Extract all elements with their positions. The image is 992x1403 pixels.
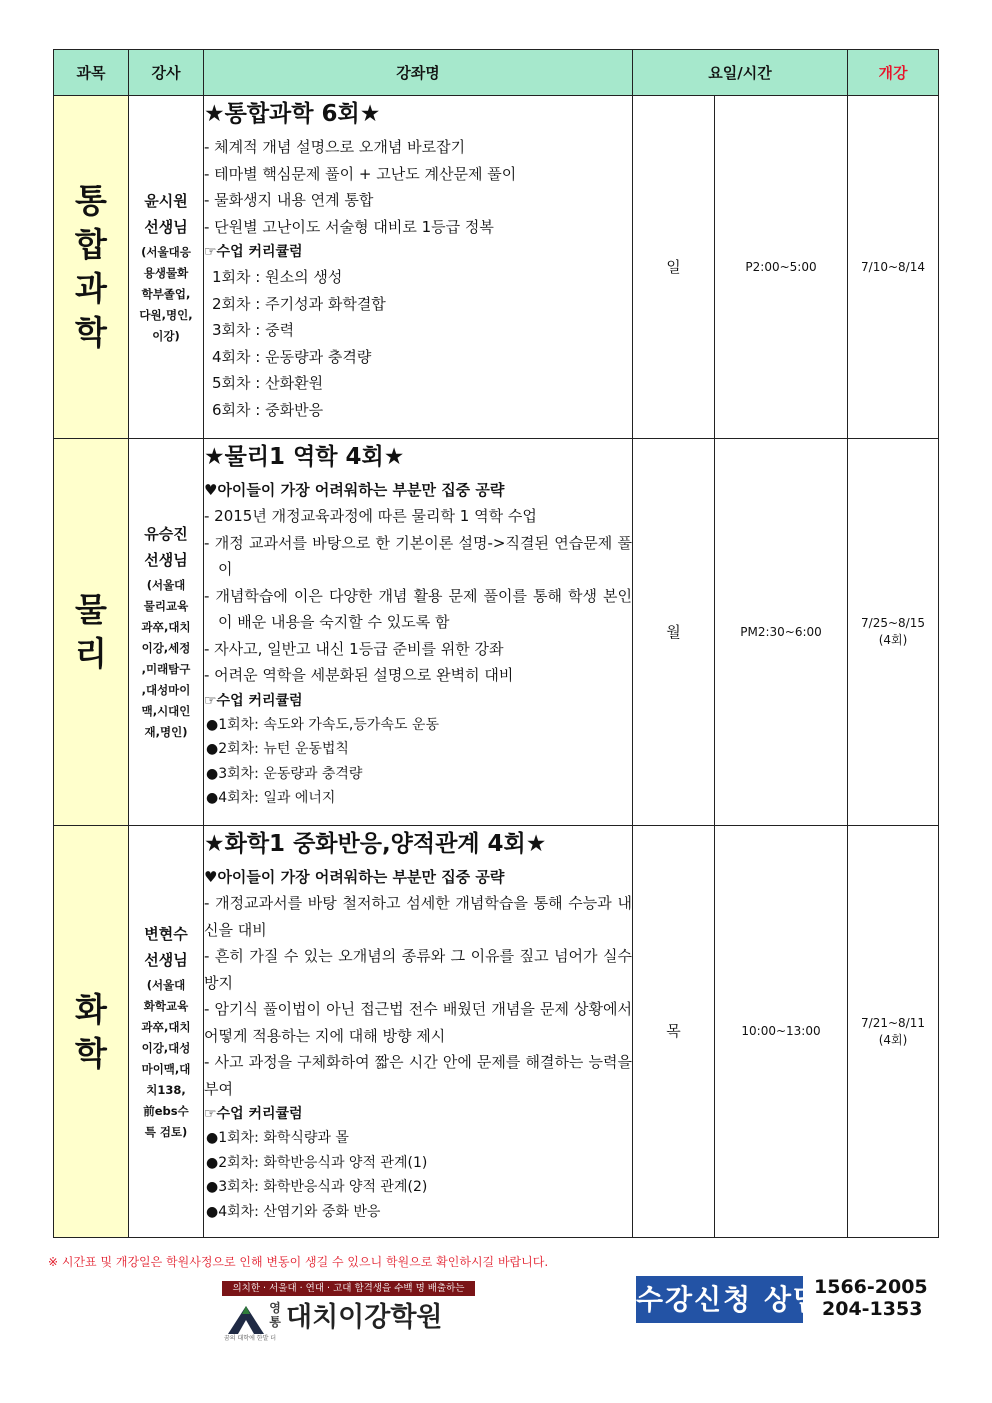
- opening-date: 7/10~8/14: [861, 259, 925, 274]
- course-line: - 개념학습에 이은 다양한 개념 활용 문제 풀이를 통해 학생 본인이 배운 내용을 숙지할 수 있도록 함: [204, 586, 632, 631]
- curriculum-item: 6회차 : 중화반응: [212, 400, 324, 419]
- curriculum-label: ☞수업 커리큘럼: [204, 1106, 303, 1122]
- teacher-career: (서울대 화학교육 과卒,대치 이강,대성 마이맥,대 치138, 前ebs수 특 검토): [141, 977, 191, 1139]
- curriculum-item: 3회차 : 중력: [212, 321, 295, 339]
- course-line: - 흔히 가질 수 있는 오개념의 종류와 그 이유를 짚고 넘어가 실수 방지: [204, 947, 632, 992]
- teacher-cell: [129, 826, 204, 1238]
- header-subject: 과목: [54, 50, 129, 96]
- academy-name: 대치이강학원: [286, 1302, 443, 1333]
- teacher-title: 선생님: [144, 551, 188, 569]
- course-line: - 물화생지 내용 연계 통합: [204, 191, 374, 209]
- time-cell: 10:00~13:00: [715, 826, 848, 1238]
- subject-char: 학: [75, 313, 107, 352]
- course-cell: [204, 826, 633, 1238]
- teacher-title: 선생님: [144, 950, 188, 969]
- teacher-career: (서울대응 용생물화 학부졸업, 다원,명인, 이강): [139, 244, 193, 343]
- curriculum-item: ●1회차: 화학식량과 몰: [206, 1130, 349, 1146]
- subject-char: 물: [75, 590, 107, 629]
- opening-sessions: (4회): [878, 633, 908, 647]
- day-cell: 일: [633, 96, 715, 439]
- phone-number: 1566-2005: [814, 1276, 928, 1298]
- subject-char: 통: [75, 181, 107, 220]
- course-title: ★화학1 중화반응,양적관계 4회★: [204, 831, 547, 857]
- subject-cell: [54, 826, 129, 1238]
- course-line: - 단원별 고난이도 서술형 대비로 1등급 정복: [204, 217, 494, 236]
- subject-char: 리: [75, 634, 107, 673]
- course-cell: [204, 96, 633, 439]
- subject-char: 학: [75, 1033, 107, 1073]
- header-opening: 개강: [848, 50, 939, 96]
- opening-sessions: (4회): [878, 1032, 908, 1047]
- mountain-logo-icon: [226, 1300, 266, 1336]
- teacher-cell: [129, 439, 204, 826]
- curriculum-item: 2회차 : 주기성과 화학결합: [212, 294, 386, 313]
- subject-char: 화: [75, 989, 107, 1029]
- time-cell: PM2:30~6:00: [715, 439, 848, 826]
- time-cell: P2:00~5:00: [715, 96, 848, 439]
- teacher-name: 윤시원: [144, 191, 188, 210]
- curriculum-label: ☞수업 커리큘럼: [204, 692, 303, 709]
- opening-cell: [848, 826, 939, 1238]
- logo-sub: 영통: [269, 1301, 281, 1329]
- curriculum-item: ●3회차: 운동량과 충격량: [206, 765, 363, 782]
- course-line: - 개정교과서를 바탕 철저하고 섬세한 개념학습을 통해 수능과 내신을 대비: [204, 894, 632, 939]
- course-lead: ♥아이들이 가장 어려워하는 부분만 집중 공략: [204, 481, 505, 499]
- subject-cell: [54, 439, 129, 826]
- opening-cell: [848, 439, 939, 826]
- teacher-title: 선생님: [144, 217, 188, 236]
- course-cell: [204, 439, 633, 826]
- curriculum-item: ●2회차: 화학반응식과 양적 관계(1): [206, 1154, 428, 1171]
- enroll-consult-banner: 수강신청 상담: [636, 1276, 803, 1323]
- curriculum-item: 5회차 : 산화환원: [212, 374, 324, 392]
- day-cell: 목: [633, 826, 715, 1238]
- course-line: - 체계적 개념 설명으로 오개념 바로잡기: [204, 138, 466, 156]
- course-line: - 어려운 역학을 세분화된 설명으로 완벽히 대비: [204, 666, 514, 684]
- table-row-physics: [54, 439, 939, 826]
- curriculum-item: 1회차 : 원소의 생성: [212, 268, 343, 286]
- course-line: - 2015년 개정교육과정에 따른 물리학 1 역학 수업: [204, 507, 537, 525]
- table-row-chemistry: [54, 826, 939, 1238]
- schedule-table: [53, 49, 939, 1238]
- opening-cell: [848, 96, 939, 439]
- course-line: - 개정 교과서를 바탕으로 한 기본이론 설명->직결된 연습문제 풀이: [204, 533, 632, 578]
- curriculum-item: ●4회차: 산염기와 중화 반응: [206, 1203, 381, 1220]
- teacher-career: (서울대 물리교육 과卒,대치 이강,세정 ,미래탐구 ,대성마이 맥,시대인 재,명인): [141, 578, 191, 739]
- academy-logo: [222, 1281, 477, 1341]
- table-row-integrated-science: [54, 96, 939, 439]
- opening-date: 7/21~8/11: [861, 1015, 925, 1030]
- phone-numbers: [814, 1276, 928, 1320]
- course-lead: ♥아이들이 가장 어려워하는 부분만 집중 공략: [204, 868, 505, 886]
- subject-char: 합: [75, 225, 107, 264]
- teacher-name: 변현수: [144, 924, 188, 943]
- course-title: ★물리1 역학 4회★: [204, 444, 405, 470]
- course-title: ★통합과학 6회★: [204, 101, 381, 127]
- subject-char: 과: [75, 269, 107, 308]
- opening-date: 7/25~8/15: [861, 616, 925, 630]
- phone-number: 204-1353: [822, 1298, 923, 1320]
- curriculum-item: ●1회차: 속도와 가속도,등가속도 운동: [206, 716, 439, 733]
- curriculum-item: ●4회차: 일과 에너지: [206, 790, 336, 806]
- day-cell: 월: [633, 439, 715, 826]
- header-course: 강좌명: [204, 50, 633, 96]
- curriculum-item: ●3회차: 화학반응식과 양적 관계(2): [206, 1179, 428, 1195]
- curriculum-item: ●2회차: 뉴턴 운동법칙: [206, 741, 349, 757]
- schedule-notice: ※ 시간표 및 개강일은 학원사정으로 인해 변동이 생길 수 있으니 학원으로 확인하시길 바랍니다.: [48, 1255, 549, 1269]
- teacher-cell: [129, 96, 204, 439]
- logo-tagline: 꿈의 대학에 한발 더: [224, 1335, 277, 1342]
- header-schedule: 요일/시간: [633, 50, 848, 96]
- header-row: [54, 50, 939, 96]
- course-line: - 암기식 풀이법이 아닌 접근법 전수 배웠던 개념을 문제 상황에서 어떻게 적용하는 지에 대해 방향 제시: [204, 1000, 632, 1045]
- logo-slogan: 의치한 · 서울대 · 연대 · 고대 합격생을 수백 명 배출하는: [222, 1281, 475, 1296]
- teacher-name: 유승진: [144, 525, 188, 543]
- course-line: - 사고 과정을 구체화하여 짧은 시간 안에 문제를 해결하는 능력을 부여: [204, 1053, 632, 1098]
- course-line: - 테마별 핵심문제 풀이 + 고난도 계산문제 풀이: [204, 164, 517, 183]
- course-line: - 자사고, 일반고 내신 1등급 준비를 위한 강좌: [204, 639, 504, 658]
- subject-cell: [54, 96, 129, 439]
- header-teacher: 강사: [129, 50, 204, 96]
- curriculum-label: ☞수업 커리큘럼: [204, 244, 303, 260]
- curriculum-item: 4회차 : 운동량과 충격량: [212, 347, 372, 366]
